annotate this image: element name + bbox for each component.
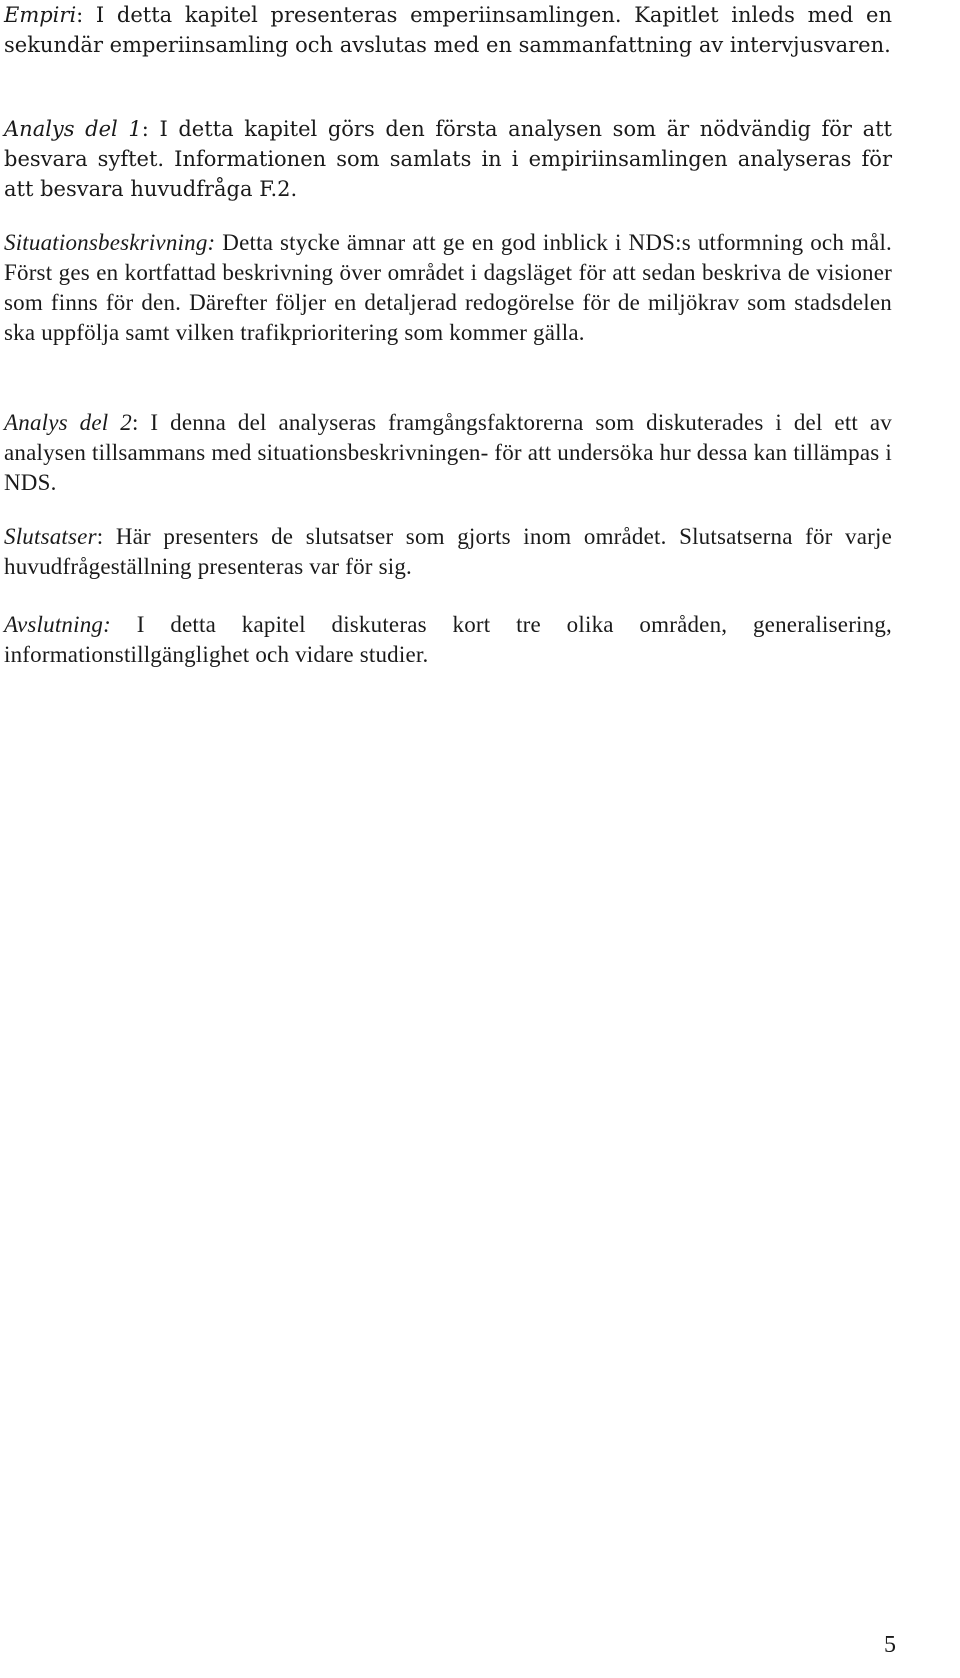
paragraph-avslutning (4, 610, 892, 670)
paragraph-text: Detta stycke ämnar att ge en god inblick i NDS:s utformning och mål. Först ges en kortfattad beskrivning över området i dagsläget för att sedan beskriva de visioner som finns för den. Därefter följer en detaljerad redogörelse för de miljökrav som stadsdelen ska uppfölja samt vilken trafikprioritering som kommer gälla. (4, 230, 892, 345)
paragraph-separator: : (141, 117, 149, 141)
paragraph-heading: Analys del 1 (4, 117, 142, 141)
page-number: 5 (884, 1632, 896, 1658)
paragraph-separator: : (96, 524, 104, 549)
paragraph-analys-del-2 (4, 408, 892, 498)
paragraph-heading: Slutsatser (4, 524, 97, 549)
paragraph-slutsatser (4, 522, 892, 582)
paragraph-heading: Situationsbeskrivning: (4, 230, 216, 255)
paragraph-empiri (4, 0, 892, 60)
paragraph-text: I denna del analyseras framgångsfaktorerna som diskuterades i del ett av analysen tillsammans med situationsbeskrivningen- för att undersöka hur dessa kan tillämpas i NDS. (4, 410, 892, 495)
paragraph-situationsbeskrivning (4, 228, 892, 348)
paragraph-heading: Avslutning: (4, 612, 111, 637)
paragraph-analys-del-1 (4, 114, 892, 204)
paragraph-text: I detta kapitel presenteras emperiinsamlingen. Kapitlet inleds med en sekundär emperiinsamling och avslutas med en sammanfattning av intervjusvaren. (4, 3, 892, 57)
paragraph-heading: Analys del 2 (4, 410, 132, 435)
paragraph-separator: : (131, 410, 139, 435)
paragraph-heading: Empiri (4, 3, 77, 27)
paragraph-separator: : (76, 3, 84, 27)
paragraph-text: I detta kapitel diskuteras kort tre olika områden, generalisering, informationstillgänglighet och vidare studier. (4, 612, 892, 667)
paragraph-text: I detta kapitel görs den första analysen som är nödvändig för att besvara syftet. Informationen som samlats in i empiriinsamlingen analyseras för att besvara huvudfråga F.2. (4, 117, 892, 201)
paragraph-text: Här presenters de slutsatser som gjorts inom området. Slutsatserna för varje huvudfrågeställning presenteras var för sig. (4, 524, 892, 579)
